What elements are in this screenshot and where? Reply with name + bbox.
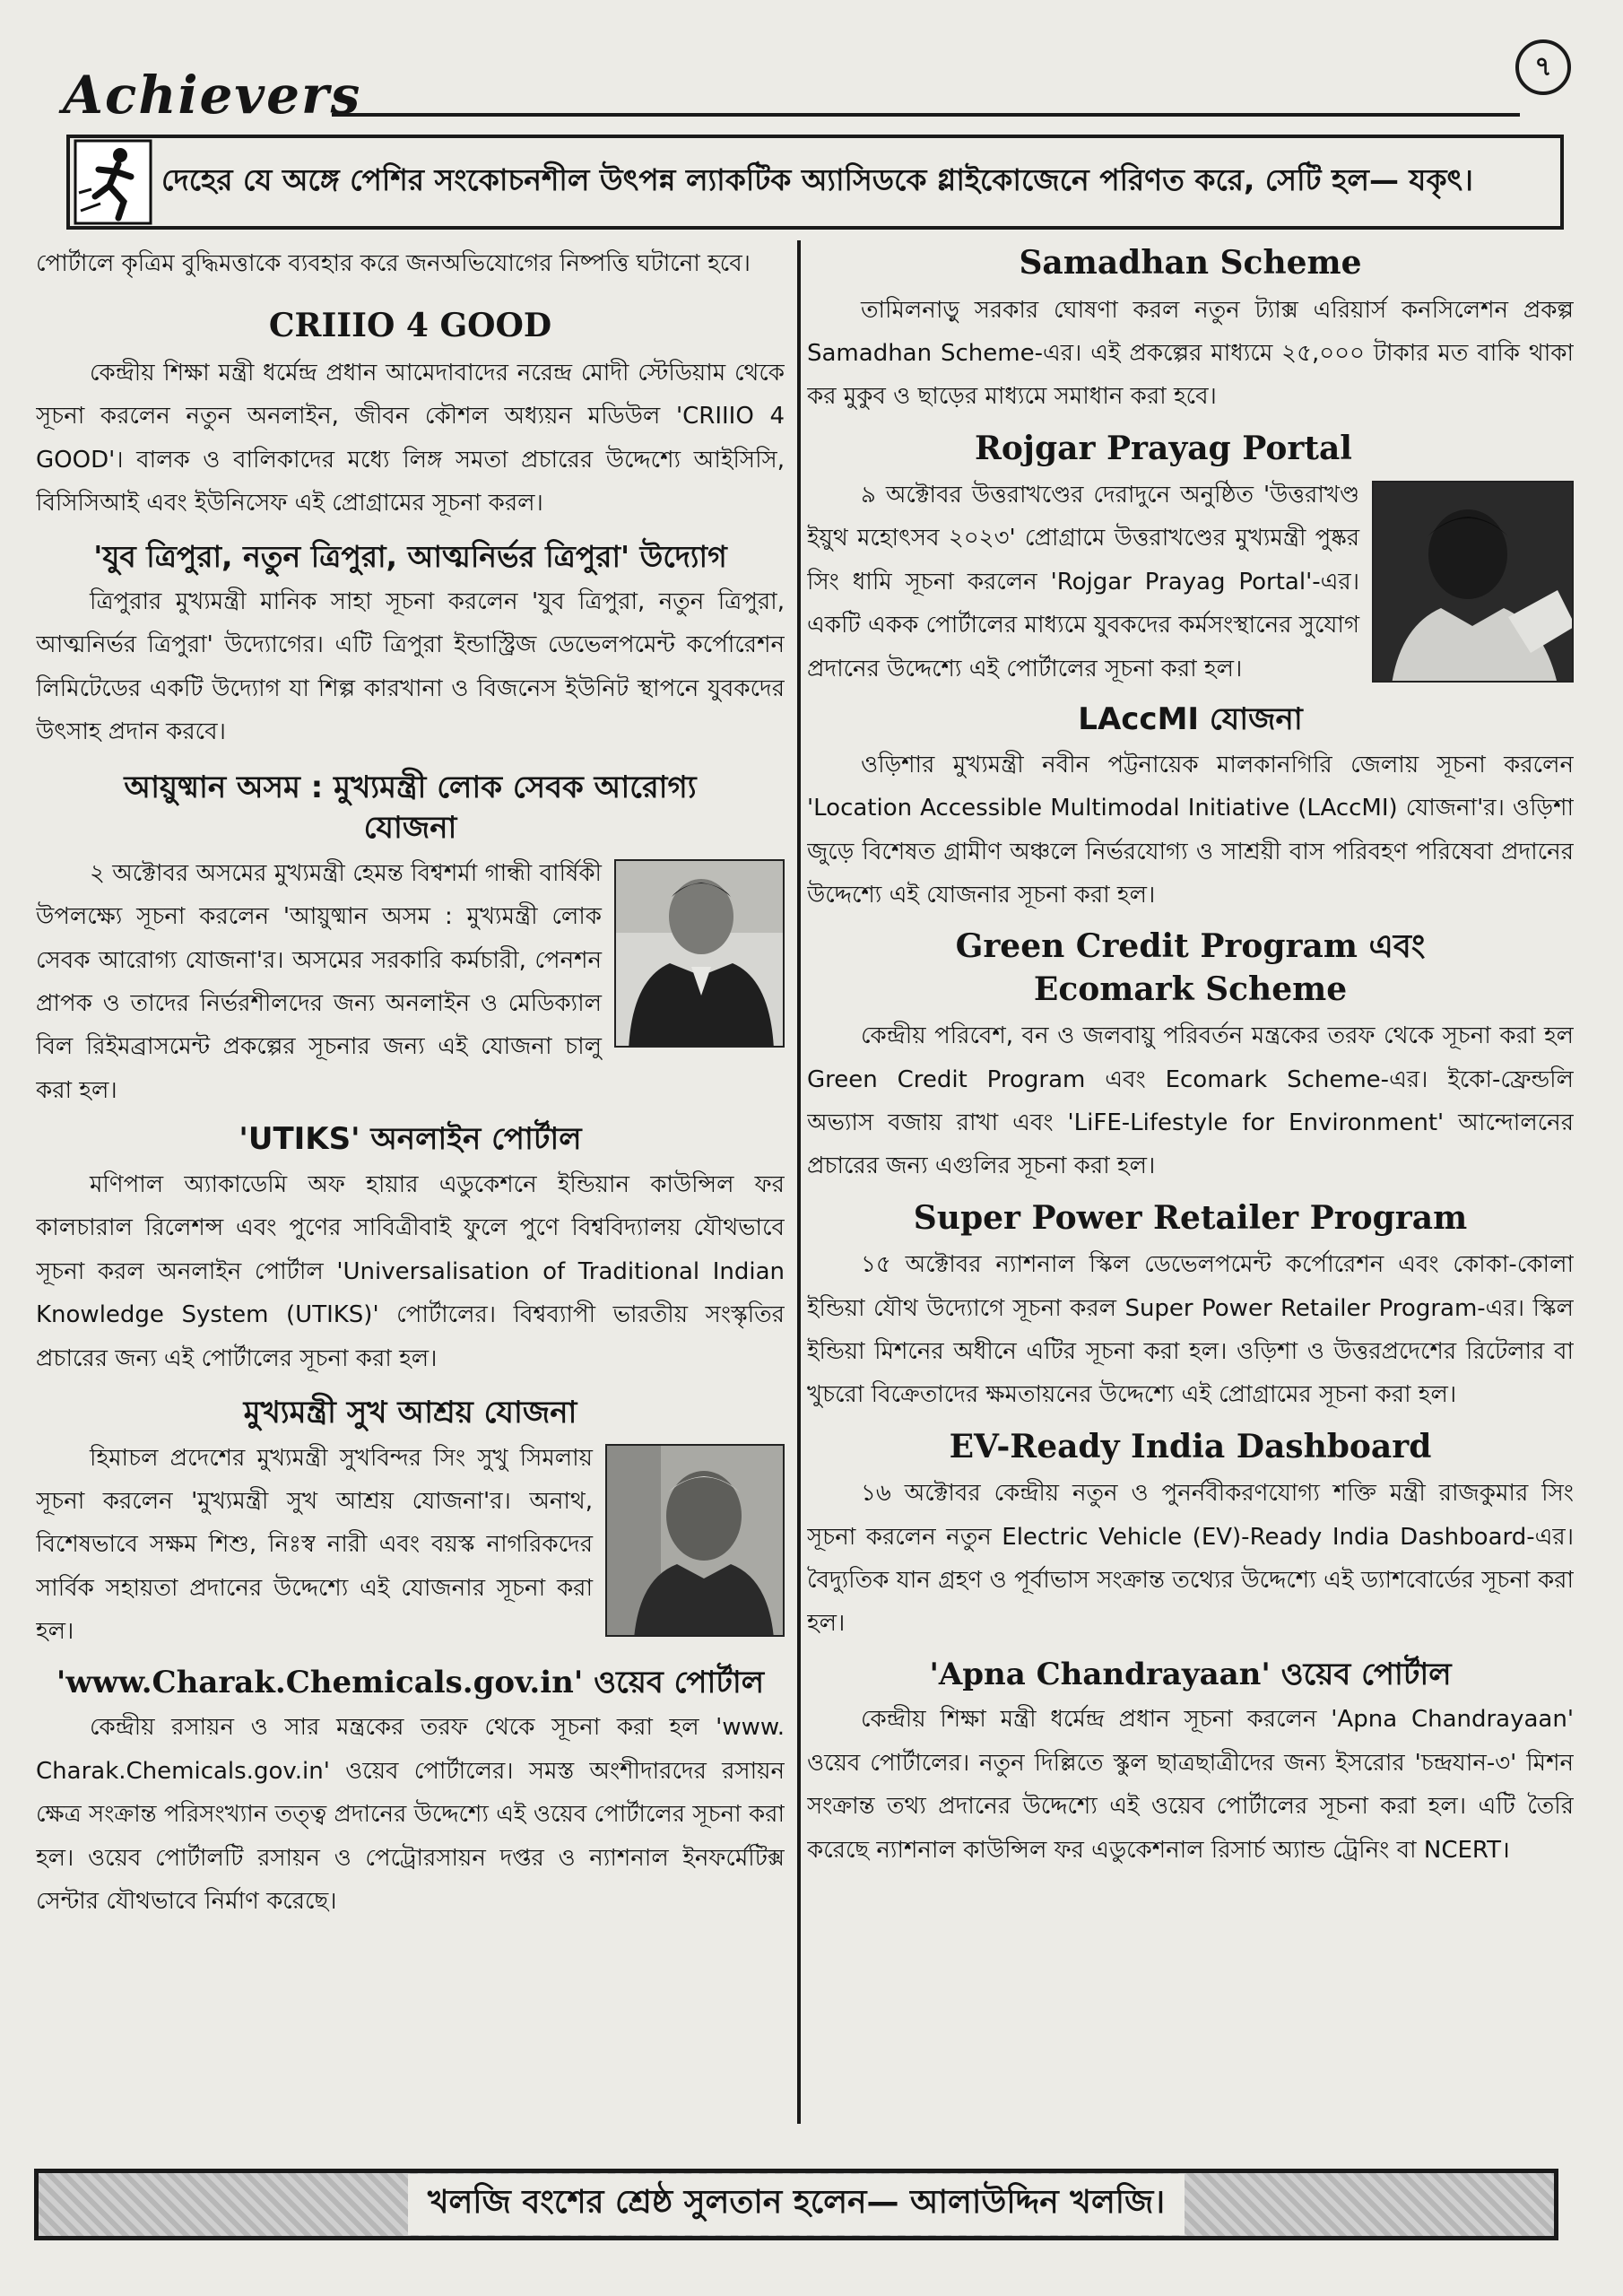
body-laccmi: ওড়িশার মুখ্যমন্ত্রী নবীন পট্টনায়েক মালকানগিরি জেলায় সূচনা করলেন 'Location Accessible Multimodal Initiative (LAccMI) যোজনা'র। ওড়িশা জুড়ে বিশেষত গ্রামীণ অঞ্চলে নির্ভরযোগ্য ও সাশ্রয়ী বাস পরিবহণ পরিষেবা প্রদানের উদ্দেশ্যে এই যোজনার সূচনা করা হল। (807, 751, 1574, 909)
body-rojgar-prayag: ৯ অক্টোবর উত্তরাখণ্ডের দেরাদুনে অনুষ্ঠিত 'উত্তরাখণ্ড ইয়ুথ মহোৎসব ২০২৩' প্রোগ্রামে উত্তরাখণ্ডের মুখ্যমন্ত্রী পুষ্কর সিং ধামি সূচনা করলেন 'Rojgar Prayag Portal'-এর। একটি একক পোর্টালের মাধ্যমে যুবকদের কর্মসংস্থানের সুযোগ প্রদানের উদ্দেশ্যে এই পোর্টালের সূচনা করা হল। (807, 482, 1359, 683)
heading-jubo-tripura: 'যুব ত্রিপুরা, নতুন ত্রিপুরা, আত্মনির্ভর ত্রিপুরা' উদ্যোগ (93, 539, 727, 575)
top-fact-text: দেহের যে অঙ্গে পেশির সংকোচনশীল উৎপন্ন ল্যাকটিক অ্যাসিডকে গ্লাইকোজেনে পরিণত করে, সেটি হল— যকৃৎ। (161, 162, 1473, 197)
right-column (807, 242, 1574, 2126)
body-utiks: মণিপাল অ্যাকাডেমি অফ হায়ার এডুকেশনে ইন্ডিয়ান কাউন্সিল ফর কালচারাল রিলেশন্স এবং পুণের সাবিত্রীবাই ফুলে পুণে বিশ্ববিদ্যালয় যৌথভাবে সূচনা করল অনলাইন পোর্টাল 'Universalisation of Traditional Indian Knowledge System (UTIKS)' পোর্টালের। বিশ্বব্যাপী ভারতীয় সংস্কৃতির প্রচারের জন্য এই পোর্টালের সূচনা করা হল। (36, 1171, 785, 1372)
body-ev-ready: ১৬ অক্টোবর কেন্দ্রীয় নতুন ও পুনর্নবীকরণযোগ্য শক্তি মন্ত্রী রাজকুমার সিং সূচনা করলেন নতুন Electric Vehicle (EV)-Ready India Dashboard-এর। বৈদ্যুতিক যান গ্রহণ ও পূর্বাভাস সংক্রান্ত তথ্যের উদ্দেশ্যে এই ড্যাশবোর্ডের সূচনা করা হল। (807, 1480, 1574, 1638)
heading-sukh-ashray: মুখ্যমন্ত্রী সুখ আশ্রয় যোজনা (243, 1394, 577, 1431)
heading-ev-ready: EV-Ready India Dashboard (949, 1427, 1432, 1465)
heading-laccmi: LAccMI যোজনা (1078, 700, 1303, 737)
heading-utiks: 'UTIKS' অনলাইন পোর্টাল (239, 1121, 582, 1158)
heading-samadhan: Samadhan Scheme (1019, 244, 1362, 282)
body-charak-portal: কেন্দ্রীয় রসায়ন ও সার মন্ত্রকের তরফ থেকে সূচনা করা হল 'www. Charak.Chemicals.gov.in' ওয়েব পোর্টালের। সমস্ত অংশীদারদের রসায়ন ক্ষেত্র সংক্রান্ত পরিসংখ্যান তত্ত্ব প্রদানের উদ্দেশ্যে এই ওয়েব পোর্টালের সূচনা করা হল। ওয়েব পোর্টালটি রসায়ন ও পেট্রোরসায়ন দপ্তর ও ন্যাশনাল ইনফর্মেটিক্স সেন্টার যৌথভাবে নির্মাণ করেছে। (36, 1714, 785, 1915)
heading-criiio: CRIIIO 4 GOOD (268, 307, 552, 345)
heading-ayushman-asom: আয়ুষ্মান অসম : মুখ্যমন্ত্রী লোক সেবক আরোগ্য যোজনা (124, 770, 697, 847)
column-divider (797, 240, 801, 2124)
left-intro: পোর্টালে কৃত্রিম বুদ্ধিমত্তাকে ব্যবহার করে জনঅভিযোগের নিষ্পত্তি ঘটানো হবে। (36, 250, 751, 277)
photo-assam-cm (614, 859, 785, 1048)
photo-uttarakhand-cm (1372, 481, 1574, 683)
left-column (36, 242, 785, 2126)
body-jubo-tripura: ত্রিপুরার মুখ্যমন্ত্রী মানিক সাহা সূচনা করলেন 'যুব ত্রিপুরা, নতুন ত্রিপুরা, আত্মনির্ভর ত্রিপুরা' উদ্যোগের। এটি ত্রিপুরা ইন্ডাস্ট্রিজ ডেভেলপমেন্ট কর্পোরেশন লিমিটেডের একটি উদ্যোগ যা শিল্প কারখানা ও বিজনেস ইউনিট স্থাপনে যুবকদের উৎসাহ প্রদান করবে। (36, 587, 785, 745)
brand-title: Achievers (63, 65, 362, 126)
body-ayushman-asom: ২ অক্টোবর অসমের মুখ্যমন্ত্রী হেমন্ত বিশ্বশর্মা গান্ধী বার্ষিকী উপলক্ষ্যে সূচনা করলেন 'আয়ুষ্মান অসম : মুখ্যমন্ত্রী লোক সেবক আরোগ্য যোজনা'র। অসমের সরকারি কর্মচারী, পেনশন প্রাপক ও তাদের নির্ভরশীলদের জন্য অনলাইন ও মেডিক্যাল বিল রিইমব্রাসমেন্ট প্রকল্পের সূচনার জন্য এই যোজনা চালু করা হল। (36, 860, 602, 1104)
body-super-power: ১৫ অক্টোবর ন্যাশনাল স্কিল ডেভেলপমেন্ট কর্পোরেশন এবং কোকা-কোলা ইন্ডিয়া যৌথ উদ্যোগে সূচনা করল Super Power Retailer Program-এর। স্কিল ইন্ডিয়া মিশনের অধীনে এটির সূচনা করা হল। ওড়িশা ও উত্তরপ্রদেশের রিটেলার বা খুচরো বিক্রেতাদের ক্ষমতায়নের উদ্দেশ্যে এই প্রোগ্রামের সূচনা করা হল। (807, 1251, 1574, 1409)
heading-apna-chandrayaan: 'Apna Chandrayaan' ওয়েব পোর্টাল (929, 1656, 1452, 1692)
body-criiio: কেন্দ্রীয় শিক্ষা মন্ত্রী ধর্মেন্দ্র প্রধান আমেদাবাদের নরেন্দ্র মোদী স্টেডিয়াম থেকে সূচনা করলেন নতুন অনলাইন, জীবন কৌশল অধ্যয়ন মডিউল 'CRIIIO 4 GOOD'। বালক ও বালিকাদের মধ্যে লিঙ্গ সমতা প্রচারের উদ্দেশ্যে আইসিসি, বিসিসিআই এবং ইউনিসেফ এই প্রোগ্রামের সূচনা করল। (36, 359, 785, 517)
bottom-fact-text: খলজি বংশের শ্রেষ্ঠ সুলতান হলেন— আলাউদ্দিন খলজি। (408, 2174, 1185, 2235)
page-number: ৭ (1515, 39, 1571, 95)
header-rule (332, 113, 1520, 117)
body-sukh-ashray: হিমাচল প্রদেশের মুখ্যমন্ত্রী সুখবিন্দর সিং সুখু সিমলায় সূচনা করলেন 'মুখ্যমন্ত্রী সুখ আশ্রয় যোজনা'র। অনাথ, বিশেষভাবে সক্ষম শিশু, নিঃস্ব নারী এবং বয়স্ক নাগরিকদের সার্বিক সহায়তা প্রদানের উদ্দেশ্যে এই যোজনার সূচনা করা হল। (36, 1444, 593, 1646)
heading-rojgar-prayag: Rojgar Prayag Portal (975, 429, 1352, 467)
heading-green-credit: Green Credit Program এবং Ecomark Scheme (955, 927, 1426, 1008)
body-samadhan: তামিলনাড়ু সরকার ঘোষণা করল নতুন ট্যাক্স এরিয়ার্স কনসিলেশন প্রকল্প Samadhan Scheme-এর। এই প্রকল্পের মাধ্যমে ২৫,০০০ টাকার মত বাকি থাকা কর মুকুব ও ছাড়ের মাধ্যমে সমাধান করা হবে। (807, 296, 1574, 411)
body-green-credit: কেন্দ্রীয় পরিবেশ, বন ও জলবায়ু পরিবর্তন মন্ত্রকের তরফ থেকে সূচনা করা হল Green Credit Program এবং Ecomark Scheme-এর। ইকো-ফ্রেন্ডলি অভ্যাস বজায় রাখা এবং 'LiFE-Lifestyle for Environment' আন্দোলনের প্রচারের জন্য এগুলির সূচনা করা হল। (807, 1022, 1574, 1180)
runner-icon (74, 139, 152, 225)
bottom-fact-banner (34, 2169, 1558, 2240)
body-apna-chandrayaan: কেন্দ্রীয় শিক্ষা মন্ত্রী ধর্মেন্দ্র প্রধান সূচনা করলেন 'Apna Chandrayaan' ওয়েব পোর্টালের। নতুন দিল্লিতে স্কুল ছাত্রছাত্রীদের জন্য ইসরোর 'চন্দ্রযান-৩' মিশন সংক্রান্ত তথ্য প্রদানের উদ্দেশ্যে এই ওয়েব পোর্টালের সূচনা করা হল। এটি তৈরি করেছে ন্যাশনাল কাউন্সিল ফর এডুকেশনাল রিসার্চ অ্যান্ড ট্রেনিং বা NCERT। (807, 1706, 1574, 1864)
heading-super-power: Super Power Retailer Program (913, 1198, 1468, 1237)
photo-himachal-cm (605, 1444, 785, 1637)
heading-charak-portal: 'www.Charak.Chemicals.gov.in' ওয়েব পোর্টাল (56, 1664, 765, 1700)
top-fact-banner (66, 135, 1564, 230)
